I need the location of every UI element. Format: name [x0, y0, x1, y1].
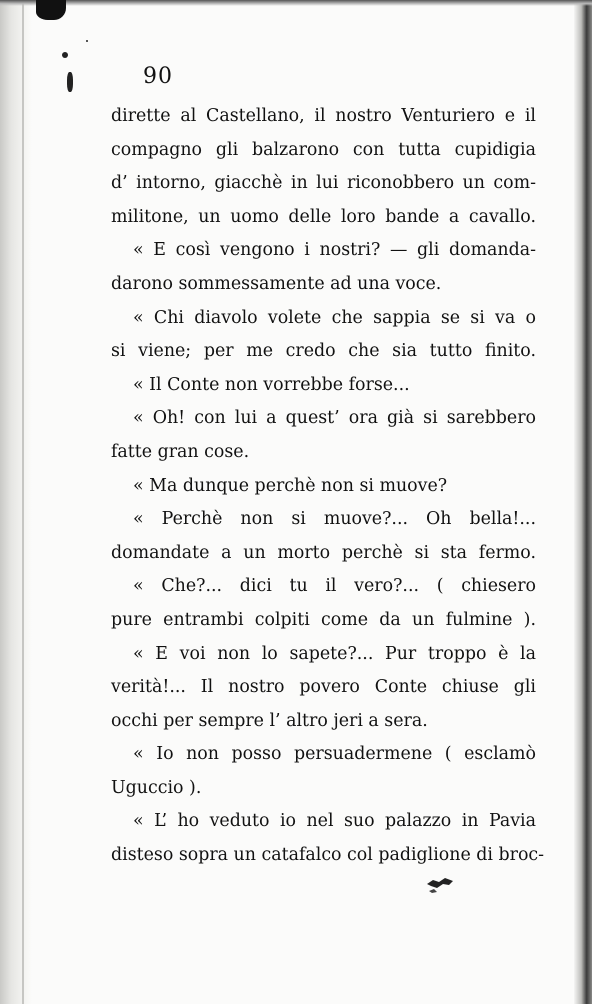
text-line: « E voi non lo sapete?... Pur troppo è la: [133, 643, 536, 664]
text-line: dirette al Castellano, il nostro Venturiero e il: [111, 106, 536, 126]
text-line: disteso sopra un catafalco col padiglione di broc-: [111, 845, 545, 866]
text-line: domandate a un morto perchè si sta fermo.: [111, 542, 536, 563]
text-line: pure entrambi colpiti come da un fulmine ).: [111, 609, 536, 630]
ink-speck: [67, 72, 73, 92]
ink-speck: [86, 40, 88, 42]
ink-speck: [62, 52, 68, 58]
text-line: si viene; per me credo che sia tutto finito.: [111, 341, 536, 362]
binding-gutter: [0, 0, 32, 1004]
text-line: « E così vengono i nostri? — gli domanda-: [133, 240, 536, 261]
text-line: « L’ ho veduto io nel suo palazzo in Pavia: [133, 811, 536, 832]
text-line: compagno gli balzarono con tutta cupidigia: [111, 139, 536, 160]
text-line: darono sommessamente ad una voce.: [111, 273, 442, 294]
page-top-edge: [0, 0, 592, 6]
text-line: « Perchè non si muove?... Oh bella!...: [133, 509, 536, 530]
text-line: militone, un uomo delle loro bande a cavallo.: [111, 206, 536, 227]
text-line: « Ma dunque perchè non si muove?: [133, 475, 448, 496]
text-line: Uguccio ).: [111, 777, 202, 798]
text-line: « Oh! con lui a quest’ ora già si sarebbero: [133, 408, 536, 429]
text-line: fatte gran cose.: [111, 441, 250, 462]
text-line: « Chi diavolo volete che sappia se si va o: [133, 307, 536, 328]
text-line: « Il Conte non vorrebbe forse...: [133, 374, 410, 395]
text-line: occhi per sempre l’ altro jeri a sera.: [111, 710, 428, 731]
text-line: d’ intorno, giacchè in lui riconobbero un com-: [111, 173, 536, 194]
text-line: « Io non posso persuadermene ( esclamò: [133, 744, 536, 765]
ink-smudge: [425, 876, 455, 894]
ink-blot: [36, 0, 66, 20]
page-number: 90: [143, 64, 173, 89]
text-line: verità!... Il nostro povero Conte chiuse gli: [111, 677, 536, 698]
body-text: [111, 100, 545, 873]
gutter-fold-line: [22, 0, 24, 1004]
text-line: « Che?... dici tu il vero?... ( chiesero: [133, 576, 536, 597]
page-edge: [574, 0, 592, 1004]
